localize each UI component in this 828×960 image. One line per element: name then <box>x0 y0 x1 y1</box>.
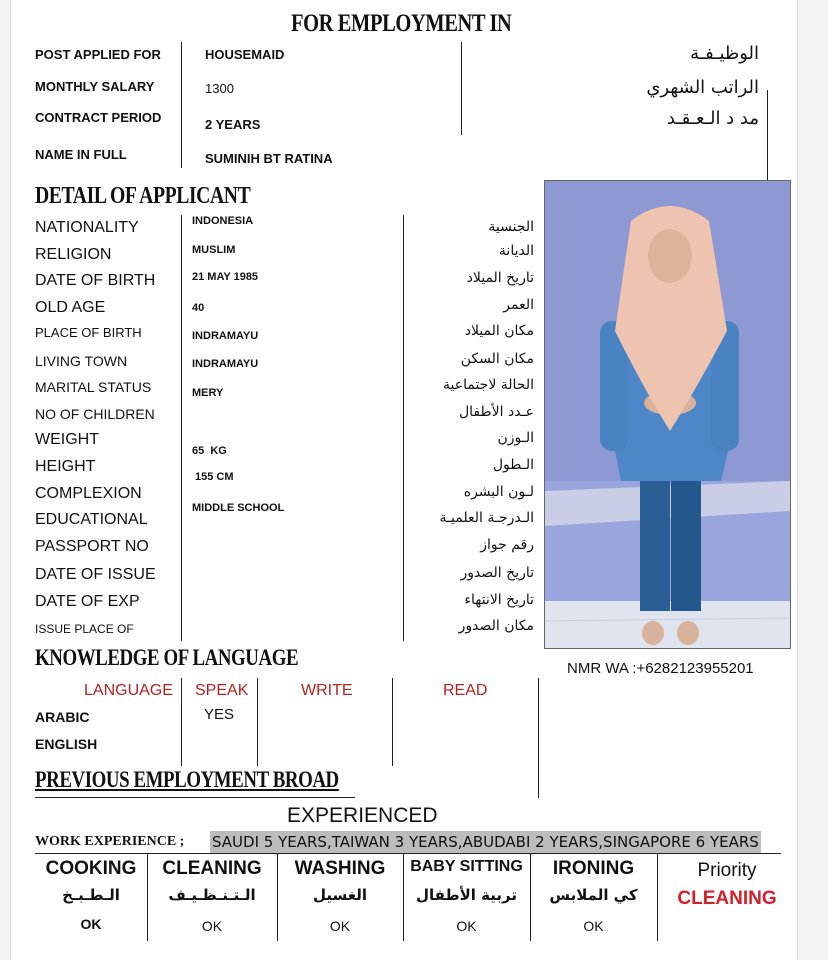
work-experience-value: SAUDI 5 YEARS,TAIWAN 3 YEARS,ABUDABI 2 YEARS,SINGAPORE 6 YEARS <box>212 833 759 851</box>
education-label: EDUCATIONAL <box>35 511 148 528</box>
post-divider-1 <box>181 42 182 168</box>
application-form <box>10 0 798 960</box>
salary-label: MONTHLY SALARY <box>35 79 155 94</box>
pob-label: PLACE OF BIRTH <box>35 325 142 340</box>
height-label: HEIGHT <box>35 458 96 475</box>
marital-ar: الحالة لاجتماعية <box>443 377 534 393</box>
language-heading: KNOWLEDGE OF LANGUAGE <box>35 645 299 670</box>
salary-value: 1300 <box>205 81 234 96</box>
lang-arabic-speak: YES <box>204 706 235 723</box>
issue-place-label: ISSUE PLACE OF <box>35 622 134 636</box>
dob-ar: تاريخ الميلاد <box>466 270 534 286</box>
issue-date-ar: تاريخ الصدور <box>460 565 534 581</box>
exp-date-ar: تاريخ الانتهاء <box>464 592 534 608</box>
contract-label: CONTRACT PERIOD <box>35 110 162 125</box>
task-baby-sitting-ar: تربية الأطفال <box>416 886 517 904</box>
pob-value: INDRAMAYU <box>192 330 259 342</box>
education-ar: الـدرجـة العلميـة <box>439 510 534 526</box>
complexion-label: COMPLEXION <box>35 485 142 502</box>
post-divider-3 <box>767 90 768 180</box>
experienced-label: EXPERIENCED <box>287 804 438 827</box>
nationality-value: INDONESIA <box>192 215 254 227</box>
lang-header-write: WRITE <box>301 682 353 699</box>
previous-heading: PREVIOUS EMPLOYMENT BROAD <box>35 767 339 792</box>
lang-divider-2 <box>257 678 258 766</box>
height-ar: الـطول <box>492 457 534 473</box>
nationality-label: NATIONALITY <box>35 219 139 236</box>
task-ironing: IRONING <box>552 858 635 879</box>
marital-label: MARITAL STATUS <box>35 379 152 395</box>
weight-ar: الـوزن <box>497 430 534 446</box>
height-value: 155 CM <box>195 471 234 483</box>
task-cleaning-ar: الـتـنـظـيـف <box>168 886 256 904</box>
task-baby-sitting-ok: OK <box>456 918 477 934</box>
dob-label: DATE OF BIRTH <box>35 272 156 289</box>
weight-label: WEIGHT <box>35 431 99 448</box>
post-value: HOUSEMAID <box>205 47 285 62</box>
contract-label-ar: مد د الـعـقـد <box>666 108 759 129</box>
lang-header-language: LANGUAGE <box>84 682 173 699</box>
exp-date-label: DATE OF EXP <box>35 593 140 610</box>
religion-value: MUSLIM <box>192 244 236 256</box>
issue-place-ar: مكان الصدور <box>458 618 534 634</box>
post-divider-2 <box>461 42 462 135</box>
task-cooking-ar: الـطـبـخ <box>62 886 120 904</box>
applicant-heading: DETAIL OF APPLICANT <box>35 183 251 209</box>
post-label-ar: الوظيـفـة <box>690 43 759 64</box>
weight-value: 65 KG <box>192 445 227 457</box>
living-town-ar: مكان السكن <box>460 351 534 367</box>
living-town-label: LIVING TOWN <box>35 353 128 369</box>
religion-label: RELIGION <box>35 246 112 263</box>
complexion-value: MIDDLE SCHOOL <box>192 502 285 514</box>
children-ar: عـدد الأطفال <box>458 404 534 420</box>
nationality-ar: الجنسية <box>488 219 534 235</box>
applicant-divider-2 <box>403 215 404 641</box>
lang-divider-3 <box>392 678 393 766</box>
age-value: 40 <box>192 302 205 314</box>
task-washing-ok: OK <box>329 918 351 934</box>
task-cooking-ok: OK <box>80 916 102 932</box>
task-ironing-ok: OK <box>583 918 604 934</box>
task-cleaning-ok: OK <box>201 918 223 934</box>
contract-value: 2 YEARS <box>205 117 261 132</box>
marital-value: MERY <box>192 387 224 399</box>
task-baby-sitting: BABY SITTING <box>410 858 523 875</box>
task-cleaning: CLEANING <box>162 858 262 879</box>
work-experience-label: WORK EXPERIENCE ; <box>35 834 185 849</box>
task-cooking: COOKING <box>45 858 137 879</box>
lang-divider-4 <box>538 678 539 798</box>
lang-english: ENGLISH <box>35 736 98 752</box>
lang-header-read: READ <box>443 682 488 699</box>
lang-header-speak: SPEAK <box>195 682 249 699</box>
age-label: OLD AGE <box>35 299 106 316</box>
contact-number: NMR WA :+6282123955201 <box>567 660 754 677</box>
task-ironing-ar: كي الملابس <box>549 886 638 904</box>
post-label: POST APPLIED FOR <box>35 47 161 62</box>
photo-illustration <box>545 181 790 648</box>
complexion-ar: لـون البشره <box>463 484 534 500</box>
task-washing: WASHING <box>294 858 386 879</box>
religion-ar: الديانة <box>498 243 534 259</box>
previous-underline <box>35 797 355 798</box>
applicant-photo <box>544 180 791 649</box>
fullname-label: NAME IN FULL <box>35 147 127 162</box>
dob-value: 21 MAY 1985 <box>192 271 259 283</box>
living-town-value: INDRAMAYU <box>192 358 259 370</box>
passport-ar: رقم جواز <box>480 537 534 553</box>
salary-label-ar: الراتب الشهري <box>646 77 759 98</box>
priority-label: Priority <box>697 860 757 881</box>
priority-value: CLEANING <box>677 888 777 909</box>
pob-ar: مكان الميلاد <box>464 323 534 339</box>
lang-divider-1 <box>181 678 182 766</box>
children-label: NO OF CHILDREN <box>35 406 155 422</box>
passport-label: PASSPORT NO <box>35 538 149 555</box>
lang-arabic: ARABIC <box>35 709 90 725</box>
applicant-divider-1 <box>181 215 182 641</box>
page-title: FOR EMPLOYMENT IN <box>291 10 512 37</box>
task-washing-ar: الغسيل <box>312 886 368 904</box>
issue-date-label: DATE OF ISSUE <box>35 566 156 583</box>
fullname-value: SUMINIH BT RATINA <box>205 151 333 166</box>
age-ar: العمر <box>503 297 534 313</box>
